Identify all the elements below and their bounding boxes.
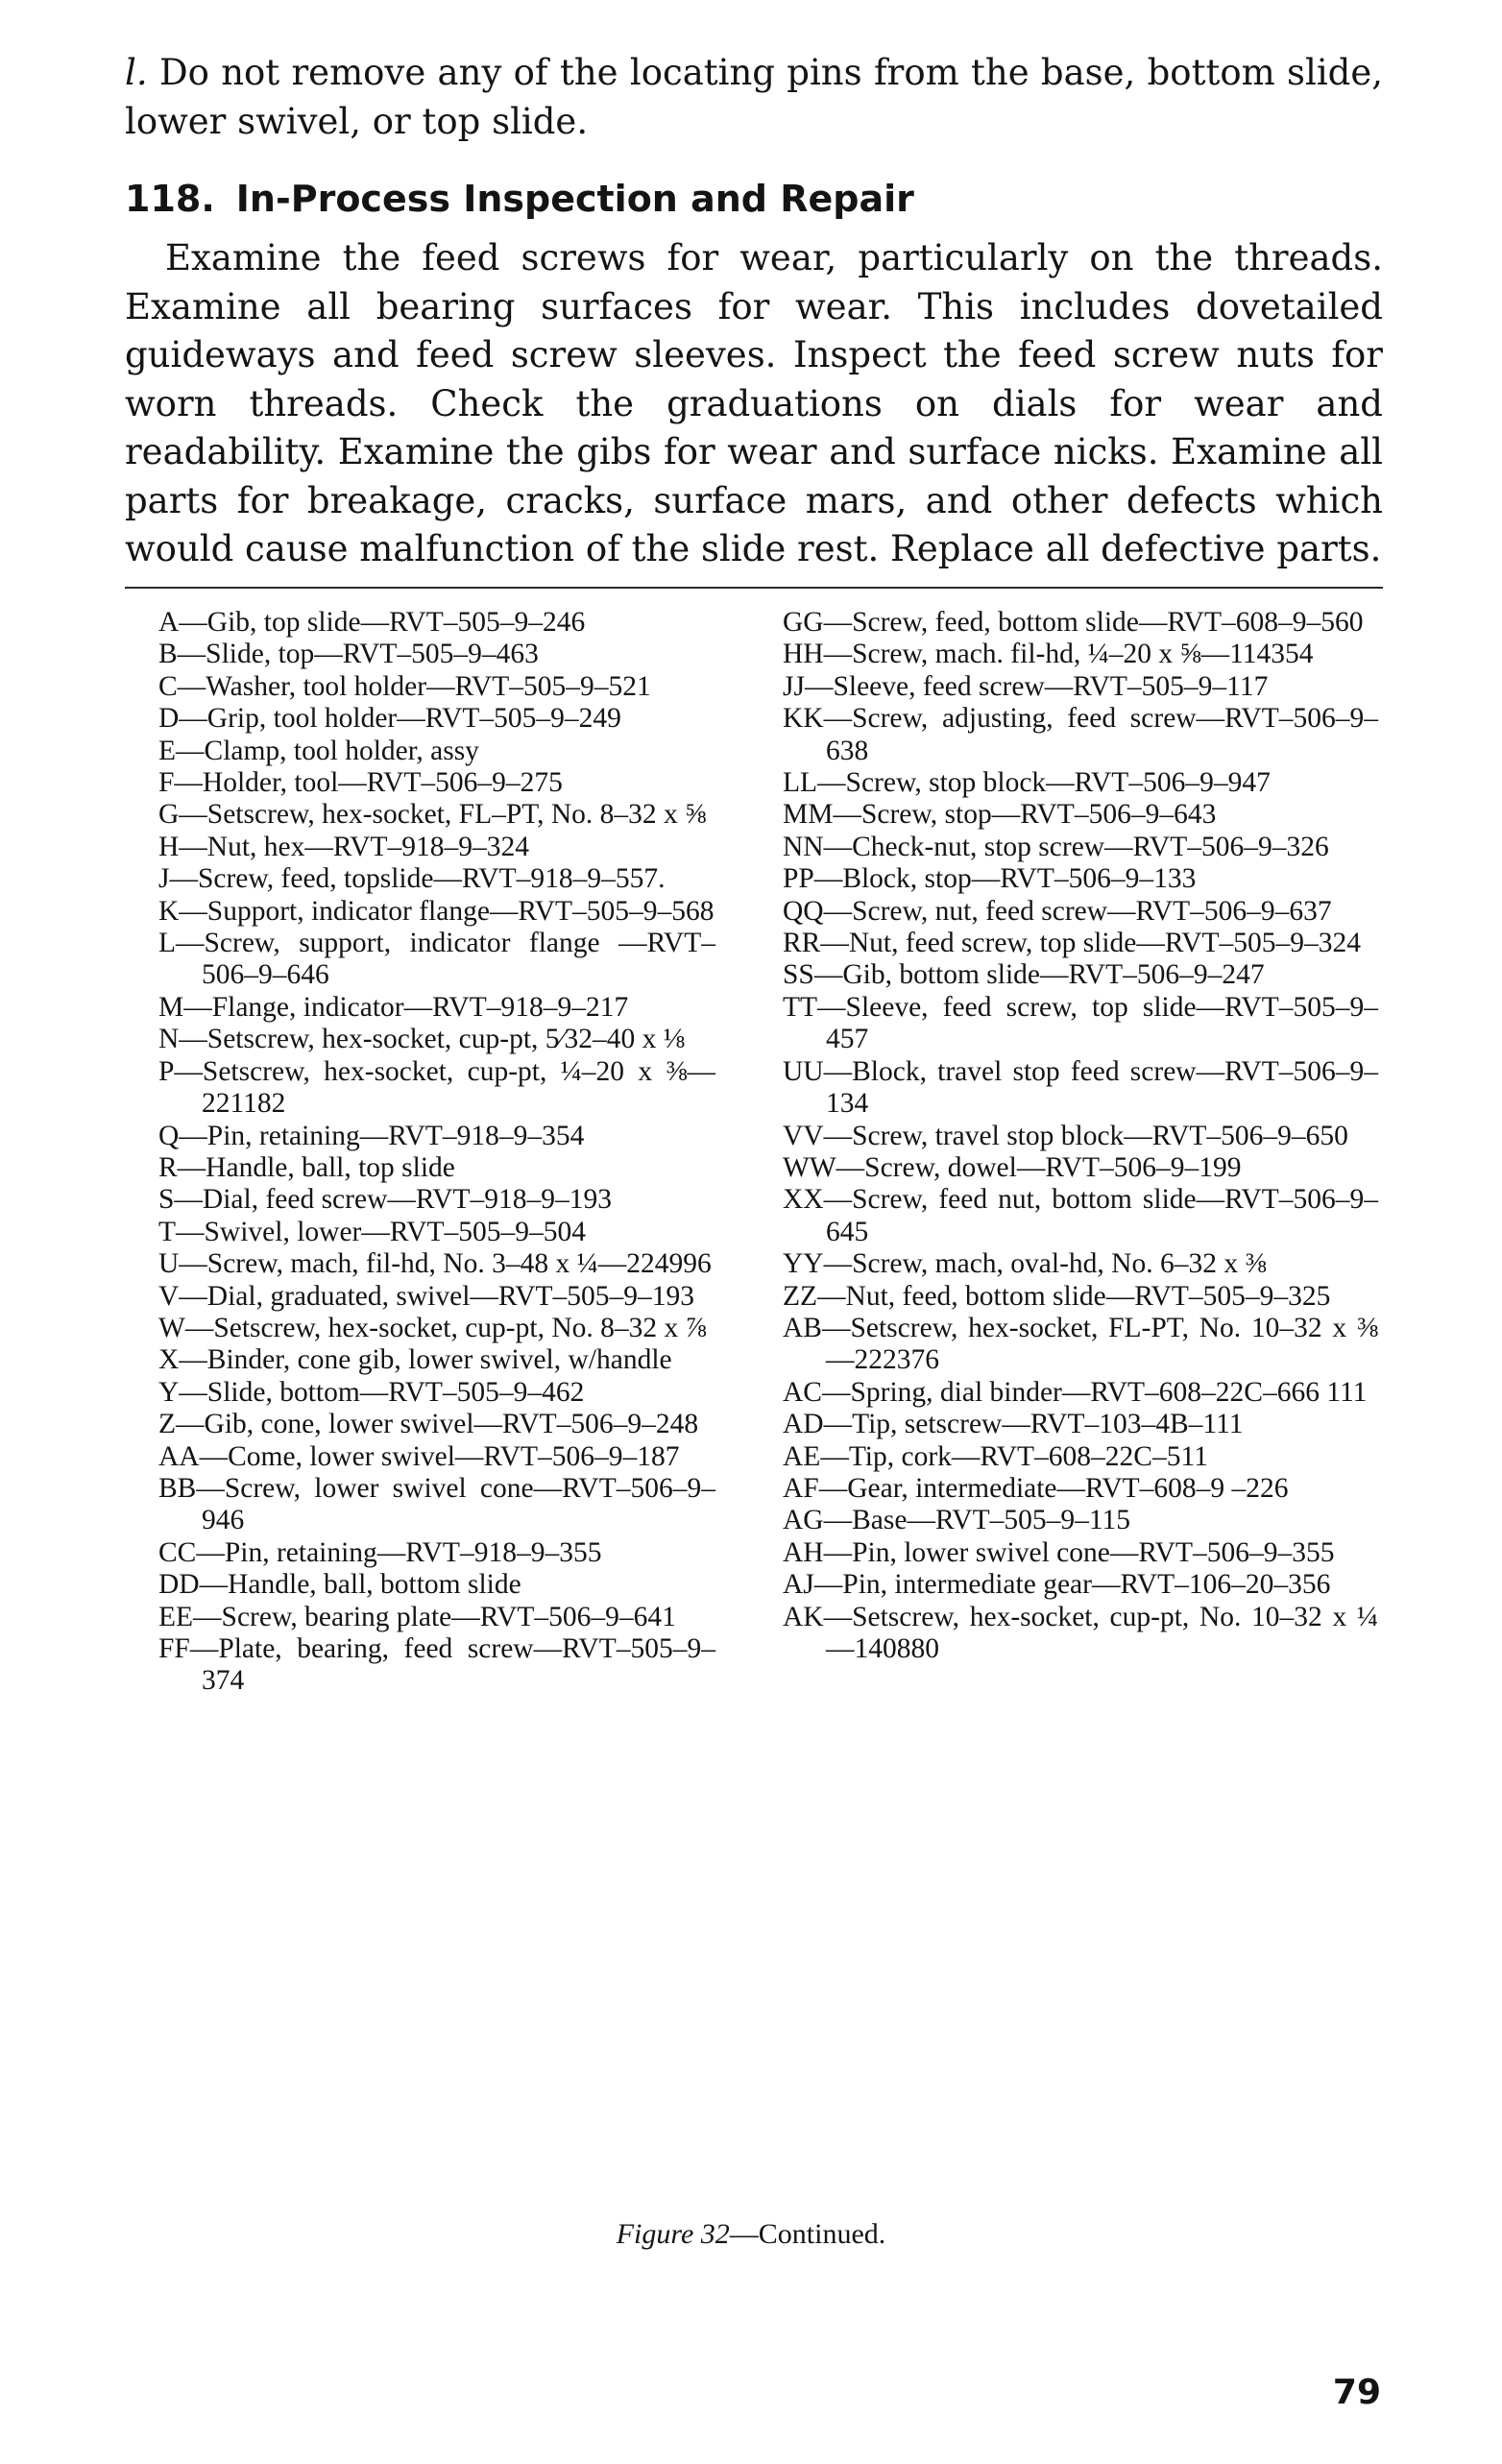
legend-entry: H—Nut, hex—RVT–918–9–324 bbox=[158, 831, 530, 862]
legend-entry: RR—Nut, feed screw, top slide—RVT–505–9–324 bbox=[783, 928, 1362, 959]
legend-entry: AA—Come, lower swivel—RVT–506–9–187 bbox=[158, 1440, 680, 1472]
legend-entry: SS—Gib, bottom slide—RVT–506–9–247 bbox=[783, 959, 1265, 991]
section-heading bbox=[125, 175, 1383, 223]
legend-entry: A—Gib, top slide—RVT–505–9–246 bbox=[158, 607, 586, 638]
legend-entry: JJ—Sleeve, feed screw—RVT–505–9–117 bbox=[783, 670, 1269, 702]
legend-entry: W—Setscrew, hex-socket, cup-pt, No. 8–32 x ⅞ bbox=[158, 1312, 707, 1343]
legend-entry: P—Setscrew, hex-socket, cup-pt, ¼–20 x ⅜—221182 bbox=[158, 1055, 715, 1120]
legend-entry: D—Grip, tool holder—RVT–505–9–249 bbox=[158, 703, 621, 735]
legend-entry: AE—Tip, cork—RVT–608–22C–511 bbox=[783, 1440, 1208, 1472]
legend-entry: XX—Screw, feed nut, bottom slide—RVT–506–9–645 bbox=[783, 1184, 1378, 1247]
legend-entry: ZZ—Nut, feed, bottom slide—RVT–505–9–325 bbox=[783, 1280, 1331, 1312]
item-l-paragraph bbox=[125, 48, 1383, 146]
legend-entry: C—Washer, tool holder—RVT–505–9–521 bbox=[158, 670, 651, 702]
legend-entry: QQ—Screw, nut, feed screw—RVT–506–9–637 bbox=[783, 895, 1332, 927]
legend-entry: YY—Screw, mach, oval-hd, No. 6–32 x ⅜ bbox=[783, 1248, 1267, 1280]
legend-entry: HH—Screw, mach. fil-hd, ¼–20 x ⅝—114354 bbox=[783, 639, 1314, 670]
item-letter: l. bbox=[125, 52, 148, 93]
legend-entry: F—Holder, tool—RVT–506–9–275 bbox=[158, 767, 563, 799]
legend-entry: AJ—Pin, intermediate gear—RVT–106–20–356 bbox=[783, 1569, 1331, 1601]
legend-entry: AD—Tip, setscrew—RVT–103–4B–111 bbox=[783, 1409, 1244, 1440]
legend-entry: AC—Spring, dial binder—RVT–608–22C–666 111 bbox=[783, 1376, 1368, 1408]
legend-entry: FF—Plate, bearing, feed screw—RVT–505–9–374 bbox=[158, 1633, 715, 1697]
legend-entry: M—Flange, indicator—RVT–918–9–217 bbox=[158, 991, 629, 1023]
legend-entry: U—Screw, mach, fil-hd, No. 3–48 x ¼—224996 bbox=[158, 1248, 712, 1280]
legend-entry: NN—Check-nut, stop screw—RVT–506–9–326 bbox=[783, 831, 1329, 862]
legend-entry: LL—Screw, stop block—RVT–506–9–947 bbox=[783, 767, 1271, 799]
legend-entry: AK—Setscrew, hex-socket, cup-pt, No. 10–32 x ¼—140880 bbox=[783, 1601, 1378, 1664]
legend-right-column bbox=[783, 607, 1378, 1665]
legend-entry: AG—Base—RVT–505–9–115 bbox=[783, 1505, 1130, 1536]
legend-entry: K—Support, indicator flange—RVT–505–9–568 bbox=[158, 895, 715, 927]
legend-entry: KK—Screw, adjusting, feed screw—RVT–506–9–638 bbox=[783, 703, 1378, 766]
legend-entry: G—Setscrew, hex-socket, FL–PT, No. 8–32 x ⅝ bbox=[158, 799, 707, 831]
legend-entry: VV—Screw, travel stop block—RVT–506–9–650 bbox=[783, 1120, 1348, 1151]
legend-entry: AF—Gear, intermediate—RVT–608–9 –226 bbox=[783, 1472, 1289, 1504]
legend-entry: Z—Gib, cone, lower swivel—RVT–506–9–248 bbox=[158, 1409, 699, 1440]
figure-label: Figure 32 bbox=[616, 2218, 730, 2250]
legend-entry: N—Setscrew, hex-socket, cup-pt, 5⁄32–40 x ⅛ bbox=[158, 1024, 685, 1055]
legend-entry: TT—Sleeve, feed screw, top slide—RVT–505–9–457 bbox=[783, 991, 1378, 1055]
legend-entry: T—Swivel, lower—RVT–505–9–504 bbox=[158, 1216, 587, 1247]
section-number: 118. bbox=[125, 178, 215, 220]
legend-entry: J—Screw, feed, topslide—RVT–918–9–557. bbox=[158, 863, 666, 895]
legend-entry: AB—Setscrew, hex-socket, FL-PT, No. 10–32 x ⅜—222376 bbox=[783, 1312, 1378, 1376]
legend-entry: B—Slide, top—RVT–505–9–463 bbox=[158, 639, 539, 670]
legend-entry: WW—Screw, dowel—RVT–506–9–199 bbox=[783, 1151, 1242, 1183]
legend-entry: AH—Pin, lower swivel cone—RVT–506–9–355 bbox=[783, 1536, 1335, 1568]
legend-left-column bbox=[158, 607, 715, 1698]
section-title: In-Process Inspection and Repair bbox=[235, 178, 914, 220]
legend-entry: X—Binder, cone gib, lower swivel, w/handle bbox=[158, 1344, 672, 1376]
divider-rule bbox=[125, 587, 1383, 589]
legend-entry: PP—Block, stop—RVT–506–9–133 bbox=[783, 863, 1197, 895]
legend-entry: CC—Pin, retaining—RVT–918–9–355 bbox=[158, 1536, 602, 1568]
legend-entry: S—Dial, feed screw—RVT–918–9–193 bbox=[158, 1184, 613, 1216]
figure-caption bbox=[0, 2218, 1502, 2251]
legend-entry: BB—Screw, lower swivel cone—RVT–506–9–946 bbox=[158, 1472, 715, 1536]
legend-entry: V—Dial, graduated, swivel—RVT–505–9–193 bbox=[158, 1280, 695, 1312]
legend-entry: Y—Slide, bottom—RVT–505–9–462 bbox=[158, 1376, 585, 1408]
legend-entry: R—Handle, ball, top slide bbox=[158, 1151, 455, 1183]
caption-text: —Continued. bbox=[729, 2218, 886, 2250]
legend-entry: GG—Screw, feed, bottom slide—RVT–608–9–560 bbox=[783, 607, 1364, 638]
legend-entry: L—Screw, support, indicator flange —RVT–506–9–646 bbox=[158, 928, 715, 991]
legend-entry: UU—Block, travel stop feed screw—RVT–506–9–134 bbox=[783, 1055, 1378, 1120]
legend-entry: MM—Screw, stop—RVT–506–9–643 bbox=[783, 799, 1217, 831]
legend-entry: DD—Handle, ball, bottom slide bbox=[158, 1569, 521, 1601]
section-body: Examine the feed screws for wear, particularly on the threads. Examine all bearing surfaces for wear. This includes dovetailed guideways and feed screw sleeves. Inspect the feed screw nuts for worn threads. Check the graduations on dials for wear and readability. Examine the gibs for wear and surface nicks. Examine all parts for breakage, cracks, surface mars, and other defects which would cause malfunction of the slide rest. Replace all defective parts. bbox=[125, 237, 1383, 569]
item-l-text: Do not remove any of the locating pins from the base, bottom slide, lower swivel, or top slide. bbox=[125, 52, 1383, 142]
legend-entry: EE—Screw, bearing plate—RVT–506–9–641 bbox=[158, 1601, 676, 1632]
legend-entry: Q—Pin, retaining—RVT–918–9–354 bbox=[158, 1120, 585, 1151]
legend-entry: E—Clamp, tool holder, assy bbox=[158, 735, 479, 766]
page-number: 79 bbox=[1332, 2373, 1381, 2412]
